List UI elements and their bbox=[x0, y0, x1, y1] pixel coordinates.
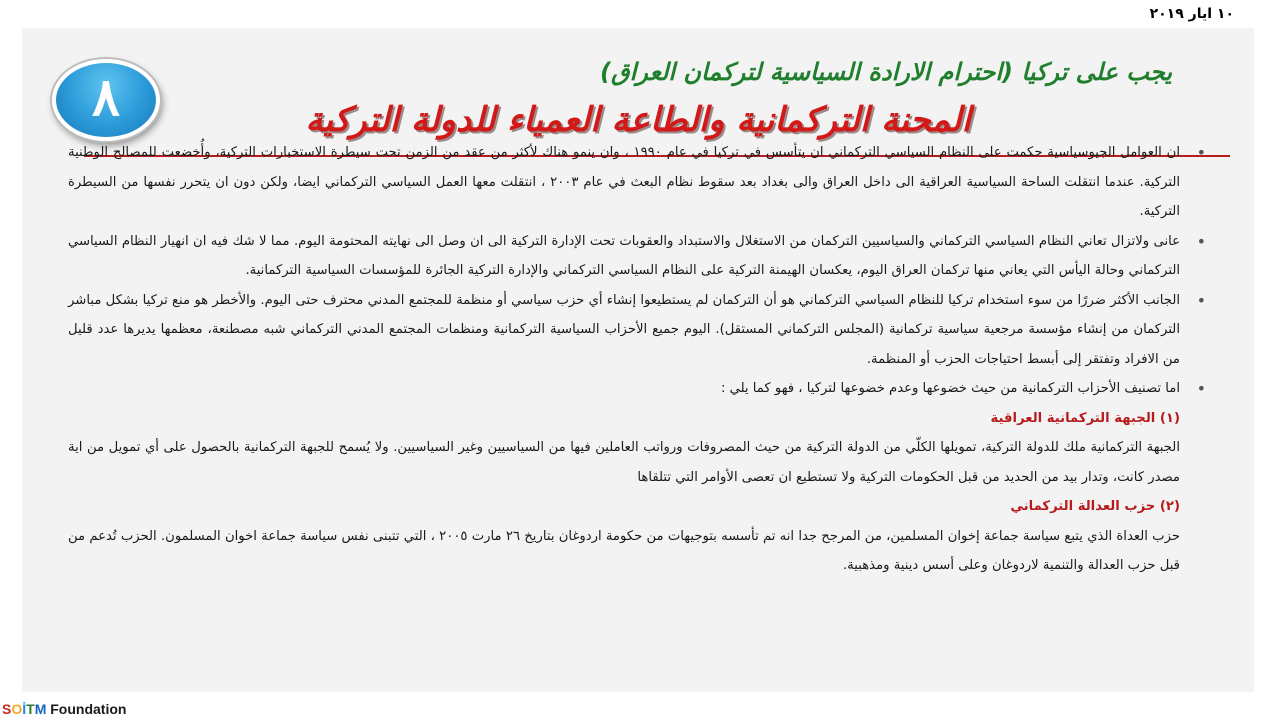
slide-number-badge bbox=[52, 59, 160, 141]
subheading-turkmen-front: (١) الجبهة التركمانية العراقية bbox=[990, 410, 1180, 426]
logo-letter-i: İ bbox=[22, 701, 27, 717]
subheading-justice-party: (٢) حزب العدالة التركماني bbox=[1010, 499, 1180, 514]
logo-letter-s: S bbox=[2, 701, 12, 717]
slide-body bbox=[68, 138, 1208, 581]
logo-letter-t: T bbox=[26, 701, 35, 717]
bullet-paragraph-1: • ان العوامل الجيوسياسية حكمت على النظام السياسي التركماني ان يتأسس في تركيا في عام ١٩٩٠ ، وان ينمو هناك لأكثر من عقد من الزمن تحت سيطرة الاستخبارات التركية، وأُخضعت للمصالح الوطنية التركية. عندما انتقلت الساحة السياسية العراقية الى داخل العراق والى بغداد بعد سقوط نظام البعث في عام ٢٠٠٣ ، انتقلت معها العمل السياسي التركماني ايضا، ولكن دون ان يتحرر نفسها من السيطرة التركية. bbox=[68, 138, 1208, 227]
logo-letter-o: O bbox=[11, 701, 23, 717]
slide-title-line2: المحنة التركمانية والطاعة العمياء للدولة التركية bbox=[305, 100, 971, 140]
paragraph-turkmen-front: الجبهة التركمانية ملك للدولة التركية، تمويلها الكلّي من الدولة التركية من حيث المصروفات ورواتب العاملين فيها من السياسيين وغير السياسيين. ولا يُسمح للجبهة التركمانية بالحصول على أي تمويل من اية مصدر كانت، وتدار بيد من الحديد من قبل الحكومات التركية ولا تستطيع ان تعصى الأوامر التي تتلقاها bbox=[68, 440, 1180, 485]
bullet-paragraph-4: • اما تصنيف الأحزاب التركمانية من حيث خضوعها وعدم خضوعها لتركيا ، فهو كما يلي : bbox=[68, 374, 1208, 404]
foundation-label: Foundation bbox=[46, 701, 127, 717]
bullet-paragraph-2: • عانى ولاتزال تعاني النظام السياسي التركماني والسياسيين التركمان من الاستغلال والاستبداد والعقوبات تحت الإدارة التركية الى ان وصل الى نهايته المحتومة اليوم. مما لا شك فيه ان انهيار النظام السياسي التركماني وحالة اليأس التي يعاني منها تركمان العراق اليوم، يعكسان الهيمنة التركية على النظام السياسي التركماني والإدارة التركية الجائرة للمؤسسات السياسية التركمانية. bbox=[68, 227, 1208, 286]
foundation-logo bbox=[2, 701, 126, 717]
paragraph-justice-party: حزب العداة الذي يتبع سياسة جماعة إخوان المسلمين، من المرجح جدا انه تم تأسسه بتوجيهات من حكومة اردوغان بتاريخ ٢٦ مارت ٢٠٠٥ ، التي تتبنى نفس سياسة جماعة اخوان المسلمون. الحزب تُدعم من قبل حزب العدالة والتنمية لاردوغان وعلى أسس دينية ومذهبية. bbox=[68, 528, 1180, 573]
bullet-paragraph-3: • الجانب الأكثر ضررًا من سوء استخدام تركيا للنظام السياسي التركماني هو أن التركمان لم يستطيعوا إنشاء أي حزب سياسي أو منظمة للمجتمع المدني محترف حتى اليوم. والأخطر هو منع تركيا بشكل مباشر التركمان من إنشاء مؤسسة مرجعية سياسية تركمانية (المجلس التركماني المستقل). اليوم جميع الأحزاب السياسية التركمانية ومنظمات المجتمع المدني التركماني شبه مصطنعة، معظمها يديرها عدد قليل من الافراد وتفتقر إلى أبسط احتياجات الحزب أو المنظمة. bbox=[68, 286, 1208, 375]
slide-date: ١٠ ايار ٢٠١٩ bbox=[1149, 6, 1234, 22]
slide-title-line1: يجب على تركيا (احترام الارادة السياسية لتركمان العراق) bbox=[599, 58, 1172, 86]
slide-number: ٨ bbox=[92, 67, 120, 128]
logo-letter-m: M bbox=[34, 701, 47, 717]
